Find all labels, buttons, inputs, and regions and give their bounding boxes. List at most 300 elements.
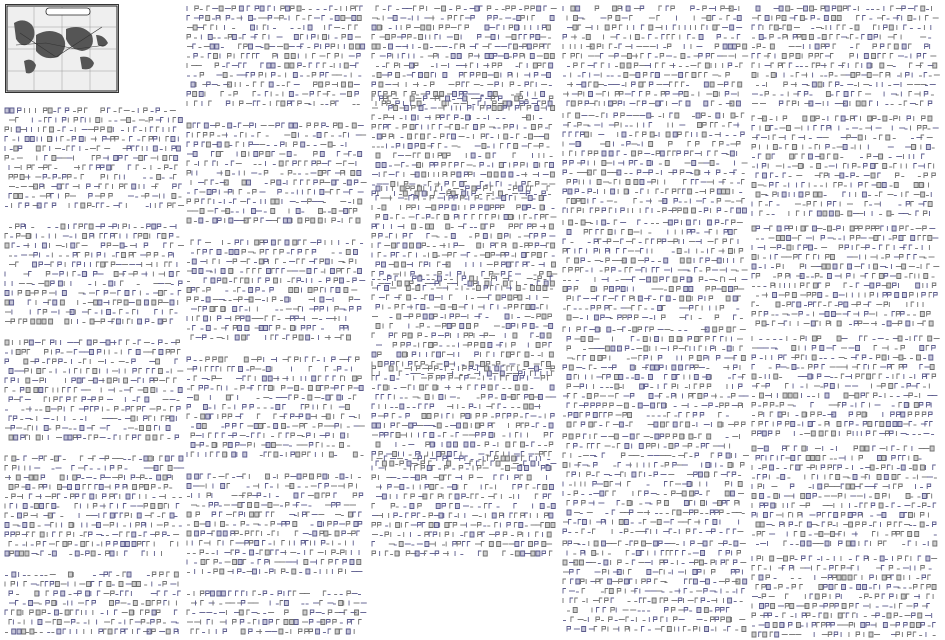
glyph-mark: [154, 253, 158, 258]
glyph-mark: [101, 194, 105, 199]
glyph-mark: [45, 156, 48, 161]
glyph-mark: [450, 125, 453, 130]
glyph-mark: [147, 426, 151, 431]
glyph-mark: [376, 44, 380, 49]
glyph-mark: [396, 253, 399, 258]
glyph-mark: [157, 591, 160, 596]
glyph-mark: [306, 250, 309, 255]
glyph-mark: [305, 405, 309, 410]
glyph-mark: [107, 310, 111, 315]
glyph-mark: [28, 426, 31, 431]
glyph-mark: [480, 423, 484, 428]
glyph-mark: [294, 288, 298, 293]
glyph-mark: [550, 163, 554, 168]
glyph-mark: [144, 532, 147, 537]
glyph-mark: [118, 291, 121, 296]
glyph-mark: [62, 118, 66, 123]
glyph-mark: [52, 551, 56, 556]
glyph-mark: [225, 357, 228, 362]
glyph-mark: [335, 54, 339, 59]
glyph-mark: [143, 542, 146, 547]
glyph-mark: [372, 191, 376, 196]
glyph-mark: [17, 629, 21, 634]
glyph-mark: [388, 96, 391, 101]
glyph-mark: [187, 512, 191, 517]
glyph-mark: [494, 73, 498, 78]
glyph-mark: [427, 414, 431, 419]
glyph-mark: [305, 424, 308, 429]
glyph-mark: [526, 414, 529, 419]
glyph-mark: [521, 551, 525, 556]
glyph-mark: [326, 433, 330, 438]
glyph-mark: [114, 272, 118, 277]
glyph-mark: [113, 378, 117, 383]
glyph-mark: [523, 44, 527, 49]
glyph-mark: [436, 186, 439, 191]
glyph-mark: [279, 433, 282, 438]
glyph-mark: [43, 146, 46, 151]
glyph-mark: [74, 118, 78, 123]
glyph-mark: [535, 182, 539, 187]
glyph-mark: [264, 386, 267, 391]
glyph-mark: [276, 269, 279, 274]
glyph-mark: [506, 442, 510, 447]
glyph-mark: [501, 352, 504, 357]
glyph-mark: [313, 357, 316, 362]
glyph-mark: [471, 205, 475, 210]
glyph-mark: [133, 369, 137, 374]
glyph-mark: [266, 367, 270, 372]
glyph-mark: [109, 601, 113, 606]
glyph-mark: [353, 376, 357, 381]
glyph-mark: [530, 54, 534, 59]
glyph-mark: [506, 466, 510, 471]
glyph-mark: [287, 152, 291, 157]
glyph-mark: [541, 92, 545, 97]
glyph-mark: [503, 414, 506, 419]
glyph-mark: [455, 44, 458, 49]
glyph-mark: [277, 620, 280, 625]
glyph-mark: [466, 125, 469, 130]
glyph-mark: [193, 44, 196, 49]
glyph-mark: [501, 272, 505, 277]
glyph-mark: [481, 542, 484, 547]
glyph-mark: [271, 240, 275, 245]
glyph-mark: [521, 442, 525, 447]
glyph-mark: [415, 466, 418, 471]
glyph-mark: [252, 54, 255, 59]
glyph-mark: [292, 569, 296, 574]
glyph-mark: [618, 6, 622, 11]
glyph-mark: [475, 196, 479, 201]
glyph-mark: [497, 25, 500, 30]
glyph-mark: [293, 522, 297, 527]
glyph-mark: [144, 234, 148, 239]
glyph-mark: [221, 484, 225, 489]
glyph-mark: [521, 542, 524, 547]
glyph-mark: [466, 414, 470, 419]
glyph-mark: [192, 259, 196, 264]
glyph-mark: [228, 443, 232, 448]
glyph-mark: [254, 152, 258, 157]
glyph-mark: [264, 240, 268, 245]
glyph-mark: [35, 591, 39, 596]
glyph-mark: [242, 591, 245, 596]
glyph-mark: [550, 281, 554, 286]
glyph-mark: [130, 388, 133, 393]
glyph-mark: [152, 369, 155, 374]
glyph-mark: [263, 591, 267, 596]
glyph-mark: [728, 63, 732, 68]
glyph-mark: [502, 395, 506, 400]
glyph-mark: [221, 269, 225, 274]
glyph-mark: [15, 601, 18, 606]
glyph-mark: [464, 73, 467, 78]
glyph-mark: [406, 286, 410, 291]
glyph-mark: [443, 433, 446, 438]
glyph-mark: [158, 504, 162, 509]
glyph-mark: [163, 532, 167, 537]
glyph-mark: [287, 218, 291, 223]
glyph-mark: [199, 386, 203, 391]
glyph-mark: [508, 295, 512, 300]
glyph-mark: [448, 253, 452, 258]
glyph-mark: [5, 300, 9, 305]
glyph-mark: [551, 262, 555, 267]
glyph-mark: [272, 531, 275, 536]
glyph-mark: [372, 452, 376, 457]
glyph-mark: [412, 205, 416, 210]
glyph-mark: [335, 629, 339, 634]
glyph-mark: [278, 190, 282, 195]
glyph-mark: [45, 203, 48, 208]
glyph-mark: [326, 82, 330, 87]
glyph-mark: [532, 16, 535, 21]
glyph-mark: [62, 388, 65, 393]
glyph-mark: [295, 386, 299, 391]
glyph-mark: [412, 224, 416, 229]
glyph-mark: [520, 54, 524, 59]
glyph-mark: [582, 63, 585, 68]
glyph-mark: [9, 542, 12, 547]
glyph-mark: [421, 144, 425, 149]
glyph-mark: [480, 6, 483, 11]
glyph-mark: [546, 362, 550, 367]
glyph-mark: [5, 551, 9, 556]
glyph-mark: [460, 456, 464, 461]
glyph-mark: [29, 601, 33, 606]
glyph-mark: [517, 456, 520, 461]
glyph-mark: [191, 288, 195, 293]
glyph-mark: [501, 366, 504, 371]
glyph-mark: [16, 475, 20, 480]
glyph-mark: [474, 343, 478, 348]
glyph-mark: [376, 376, 379, 381]
glyph-mark: [496, 461, 500, 466]
glyph-mark: [510, 513, 513, 518]
glyph-mark: [549, 452, 552, 457]
glyph-mark: [335, 307, 339, 312]
glyph-mark: [535, 243, 539, 248]
glyph-mark: [382, 163, 386, 168]
glyph-mark: [321, 288, 324, 293]
glyph-mark: [536, 343, 540, 348]
glyph-mark: [300, 35, 303, 40]
glyph-mark: [444, 475, 447, 480]
glyph-mark: [38, 310, 41, 315]
glyph-mark: [460, 324, 464, 329]
glyph-mark: [61, 184, 64, 189]
glyph-mark: [340, 326, 344, 331]
glyph-mark: [119, 340, 122, 345]
glyph-mark: [132, 435, 136, 440]
glyph-mark: [543, 63, 546, 68]
glyph-mark: [223, 443, 227, 448]
glyph-mark: [115, 513, 118, 518]
glyph-mark: [137, 407, 141, 412]
glyph-mark: [601, 63, 604, 68]
glyph-mark: [705, 63, 709, 68]
glyph-mark: [259, 259, 263, 264]
glyph-mark: [269, 452, 272, 457]
glyph-mark: [372, 551, 376, 556]
glyph-mark: [104, 291, 108, 296]
glyph-mark: [28, 300, 31, 305]
glyph-mark: [235, 591, 238, 596]
glyph-mark: [115, 175, 118, 180]
glyph-mark: [514, 144, 518, 149]
glyph-mark: [16, 234, 20, 239]
glyph-mark: [143, 407, 146, 412]
glyph-mark: [153, 435, 157, 440]
glyph-mark: [349, 297, 353, 302]
glyph-mark: [247, 180, 251, 185]
glyph-mark: [463, 366, 467, 371]
glyph-mark: [425, 73, 429, 78]
glyph-mark: [173, 118, 176, 123]
glyph-mark: [111, 262, 115, 267]
glyph-mark: [712, 54, 715, 59]
glyph-mark: [30, 523, 34, 528]
glyph-mark: [691, 6, 695, 11]
glyph-mark: [223, 452, 227, 457]
glyph-mark: [489, 433, 493, 438]
glyph-mark: [359, 512, 362, 517]
glyph-mark: [219, 6, 223, 11]
glyph-mark: [337, 152, 340, 157]
glyph-mark: [247, 269, 250, 274]
glyph-mark: [269, 326, 272, 331]
glyph-mark: [193, 367, 197, 372]
glyph-mark: [274, 452, 278, 457]
glyph-mark: [291, 54, 295, 59]
glyph-mark: [171, 542, 174, 547]
glyph-mark: [376, 163, 380, 168]
glyph-block: [187, 591, 367, 634]
glyph-mark: [468, 385, 471, 390]
glyph-mark: [133, 601, 137, 606]
glyph-mark: [239, 44, 242, 49]
glyph-mark: [40, 378, 44, 383]
glyph-mark: [311, 218, 315, 223]
glyph-mark: [43, 340, 46, 345]
glyph-mark: [549, 485, 553, 490]
glyph-mark: [97, 350, 101, 355]
glyph-mark: [110, 494, 114, 499]
glyph-mark: [504, 215, 508, 220]
glyph-mark: [43, 485, 47, 490]
glyph-mark: [170, 416, 174, 421]
glyph-mark: [101, 127, 105, 132]
glyph-mark: [489, 54, 493, 59]
glyph-mark: [290, 414, 294, 419]
glyph-mark: [99, 485, 103, 490]
glyph-mark: [417, 314, 421, 319]
glyph-mark: [309, 63, 312, 68]
glyph-mark: [287, 82, 290, 87]
glyph-mark: [213, 259, 216, 264]
glyph-mark: [260, 550, 263, 555]
glyph-mark: [260, 152, 264, 157]
glyph-mark: [317, 133, 321, 138]
glyph-mark: [339, 278, 343, 283]
glyph-mark: [384, 456, 387, 461]
glyph-mark: [378, 243, 381, 248]
glyph-mark: [457, 423, 461, 428]
glyph-mark: [379, 82, 383, 87]
glyph-mark: [70, 610, 73, 615]
glyph-mark: [279, 629, 283, 634]
glyph-mark: [226, 171, 230, 176]
glyph-mark: [179, 281, 183, 286]
glyph-mark: [526, 186, 529, 191]
glyph-mark: [47, 194, 51, 199]
glyph-mark: [436, 115, 440, 120]
glyph-block: [372, 366, 556, 466]
glyph-mark: [258, 357, 262, 362]
glyph-mark: [61, 224, 65, 229]
glyph-mark: [530, 395, 534, 400]
glyph-mark: [287, 335, 290, 340]
glyph-mark: [160, 456, 163, 461]
glyph-mark: [410, 63, 414, 68]
glyph-mark: [397, 243, 400, 248]
glyph-mark: [347, 620, 351, 625]
glyph-mark: [145, 194, 149, 199]
glyph-mark: [27, 165, 31, 170]
glyph-mark: [300, 424, 304, 429]
glyph-mark: [298, 307, 301, 312]
glyph-mark: [158, 319, 162, 324]
glyph-mark: [372, 25, 376, 30]
glyph-mark: [356, 218, 360, 223]
glyph-mark: [305, 161, 308, 166]
glyph-mark: [174, 175, 177, 180]
glyph-mark: [22, 350, 26, 355]
glyph-mark: [535, 106, 539, 111]
glyph-mark: [90, 407, 93, 412]
glyph-mark: [78, 108, 82, 113]
glyph-mark: [495, 456, 499, 461]
glyph-mark: [409, 253, 412, 258]
glyph-mark: [453, 485, 457, 490]
glyph-mark: [157, 175, 161, 180]
glyph-mark: [123, 504, 126, 509]
glyph-mark: [144, 156, 147, 161]
glyph-mark: [17, 513, 21, 518]
glyph-mark: [443, 73, 447, 78]
glyph-block: [5, 108, 184, 208]
glyph-mark: [469, 475, 473, 480]
glyph-mark: [103, 137, 107, 142]
glyph-mark: [43, 369, 46, 374]
glyph-mark: [10, 108, 14, 113]
glyph-mark: [163, 582, 167, 587]
glyph-mark: [649, 35, 652, 40]
glyph-mark: [328, 161, 331, 166]
glyph-mark: [408, 362, 412, 367]
glyph-mark: [496, 414, 500, 419]
glyph-mark: [158, 291, 162, 296]
glyph-mark: [455, 163, 459, 168]
glyph-mark: [391, 504, 395, 509]
glyph-mark: [509, 276, 512, 281]
glyph-mark: [518, 466, 522, 471]
glyph-mark: [698, 63, 701, 68]
glyph-mark: [524, 362, 528, 367]
glyph-mark: [422, 172, 426, 177]
glyph-mark: [160, 203, 163, 208]
glyph-mark: [19, 551, 23, 556]
glyph-mark: [5, 291, 9, 296]
glyph-mark: [412, 106, 416, 111]
glyph-mark: [330, 6, 333, 11]
glyph-mark: [312, 376, 316, 381]
glyph-mark: [435, 35, 438, 40]
glyph-mark: [509, 172, 513, 177]
glyph-mark: [24, 582, 27, 587]
glyph-mark: [456, 314, 460, 319]
glyph-mark: [383, 125, 387, 130]
glyph-mark: [332, 209, 336, 214]
glyph-mark: [110, 523, 114, 528]
glyph-mark: [540, 504, 544, 509]
glyph-mark: [239, 367, 243, 372]
glyph-mark: [723, 44, 727, 49]
glyph-mark: [39, 388, 43, 393]
glyph-mark: [228, 123, 232, 128]
glyph-mark: [430, 433, 434, 438]
glyph-mark: [377, 73, 381, 78]
glyph-mark: [25, 551, 29, 556]
glyph-mark: [14, 146, 18, 151]
glyph-mark: [372, 523, 376, 528]
glyph-mark: [334, 278, 338, 283]
glyph-mark: [253, 190, 257, 195]
glyph-mark: [484, 504, 487, 509]
glyph-mark: [74, 388, 77, 393]
glyph-mark: [59, 359, 63, 364]
glyph-mark: [146, 435, 150, 440]
glyph-mark: [348, 269, 351, 274]
glyph-mark: [89, 350, 93, 355]
glyph-mark: [640, 6, 644, 11]
glyph-mark: [265, 550, 269, 555]
glyph-mark: [68, 435, 72, 440]
glyph-mark: [238, 503, 242, 508]
glyph-mark: [69, 523, 73, 528]
glyph-mark: [309, 474, 313, 479]
